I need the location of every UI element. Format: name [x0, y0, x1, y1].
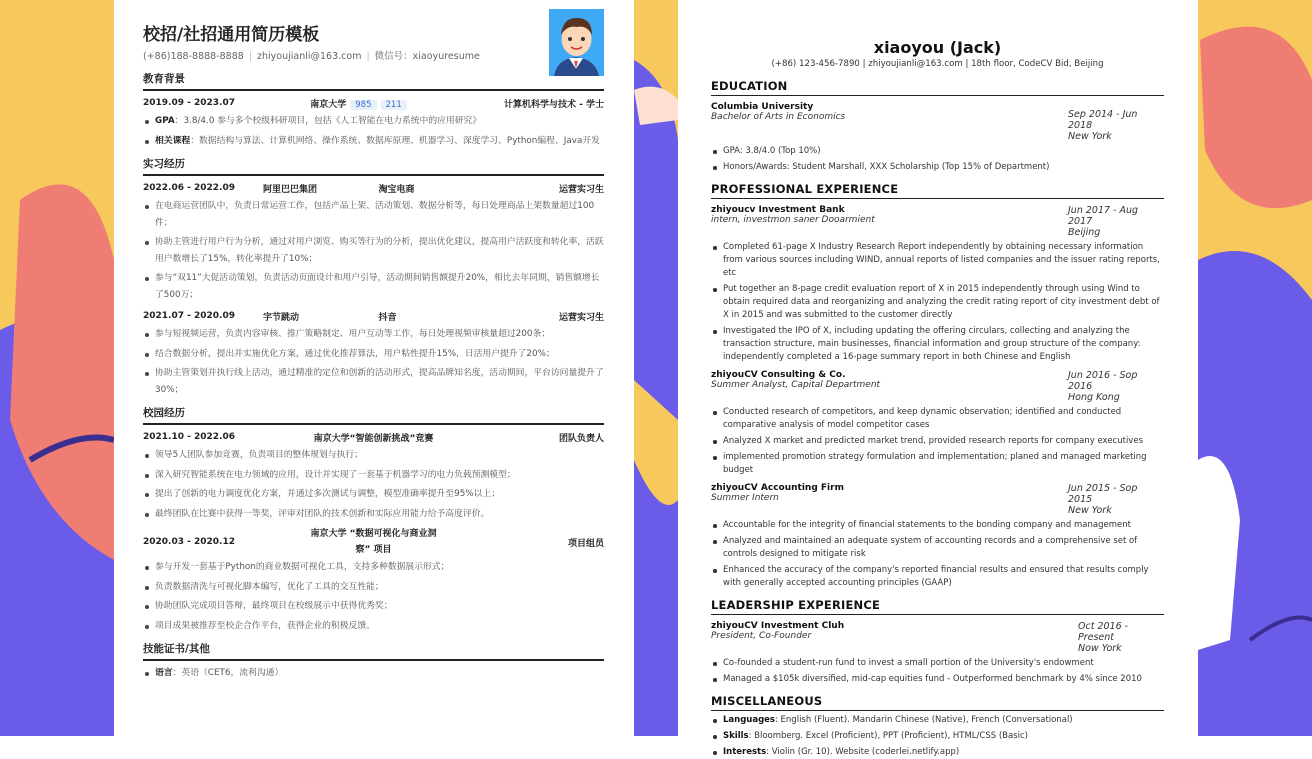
contact-line: (+86) 123-456-7890 | zhiyoujianli@163.com | 18th floor, CodeCV Bid, Beijing: [771, 59, 1104, 69]
list-item: Managed a $105k diversified, mid-cap equities fund - Outperformed benchmark by 4% since 2010: [711, 673, 1164, 686]
list-item: 最终团队在比赛中获得一等奖，评审对团队的技术创新和实际应用能力给予高度评价。: [143, 506, 604, 523]
list-item: 相关课程：数据结构与算法、计算机网络、操作系统、数据库原理、机器学习、深度学习、Python编程、Java开发: [143, 133, 604, 150]
resume-page-english: [678, 0, 1198, 757]
phone: (+86)188-8888-8888: [143, 51, 244, 62]
list-item: 参与开发一套基于Python的商业数据可视化工具，支持多种数据展示形式；: [143, 559, 604, 576]
section-education: EDUCATION: [711, 79, 1164, 96]
section-skills: 技能证书/其他: [143, 638, 604, 661]
list-item: 语言：英语（CET6，流利沟通）: [143, 665, 604, 682]
campus-list-2: [143, 559, 604, 634]
list-item: Completed 61-page X Industry Research Report independently by obtaining necessary information from various sources including WIND, annual reports of listed companies and the issuer rating reports, etc: [711, 241, 1164, 280]
entry-header: zhiyoucv Investment Bank intern, investmon saner Dooarmient Jun 2017 - Aug 2017 Beijing: [711, 205, 1139, 238]
edu-date: 2019.09 - 2023.07: [143, 98, 235, 108]
section-internship: 实习经历: [143, 153, 604, 176]
resume-name: xiaoyou (Jack): [873, 38, 1002, 57]
section-leadership: LEADERSHIP EXPERIENCE: [711, 598, 1164, 615]
campus-header: 2020.03 - 2020.12 南京大学 “数据可视化与商业洞察” 项目 项目组员: [143, 529, 604, 555]
list-item: 在电商运营团队中，负责日常运营工作，包括产品上架、活动策划、数据分析等，每日处理商品上架数量超过100件；: [143, 198, 604, 231]
entry-header: zhiyouCV Consulting & Co. Summer Analyst, Capital Department Jun 2016 - Sop 2016 Hong Kong: [711, 370, 1138, 403]
list-item: Skills: Bloomberg. Excel (Proficient), PPT (Proficient), HTML/CSS (Basic): [711, 730, 1164, 743]
list-item: 参与短视频运营，负责内容审核、推广策略制定、用户互动等工作，每日处理视频审核量超过200条；: [143, 326, 604, 343]
contact-line: (+86)188-8888-8888 | zhiyoujianli@163.com | 微信号：xiaoyuresume: [143, 51, 480, 62]
tag-985: 985: [350, 100, 376, 110]
edu-list: [711, 145, 1164, 174]
tag-211: 211: [381, 100, 407, 110]
section-experience: PROFESSIONAL EXPERIENCE: [711, 182, 1164, 199]
section-misc: MISCELLANEOUS: [711, 694, 1164, 711]
misc-list: [711, 714, 1164, 759]
list-item: Interests: Violin (Gr. 10). Website (coderlei.netlify.app): [711, 746, 1164, 759]
list-item: Analyzed X market and predicted market trend, provided research reports for company executives: [711, 435, 1164, 448]
section-education: 教育背景: [143, 68, 604, 91]
intern-header: 2021.07 - 2020.09 字节跳动 抖音 运营实习生: [143, 311, 604, 323]
intern-list-1: [143, 198, 604, 303]
skills-list: [143, 665, 604, 682]
list-item: 提出了创新的电力调度优化方案，并通过多次测试与调整，模型准确率提升至95%以上；: [143, 486, 604, 503]
section-campus: 校园经历: [143, 402, 604, 425]
experience-list-2: [711, 406, 1164, 477]
campus-list-1: [143, 447, 604, 522]
list-item: 负责数据清洗与可视化脚本编写，优化了工具的交互性能；: [143, 579, 604, 596]
experience-list-1: [711, 241, 1164, 364]
list-item: Analyzed and maintained an adequate system of accounting records and a comprehensive set of controls designed to mitigate risk: [711, 535, 1164, 561]
resume-page-chinese: [114, 0, 634, 736]
resume-body: [143, 68, 604, 685]
experience-list-3: [711, 519, 1164, 590]
list-item: 项目成果被推荐至校企合作平台，获得企业的积极反馈。: [143, 618, 604, 635]
wechat: 微信号：xiaoyuresume: [374, 51, 480, 62]
list-item: 协助团队完成项目答辩，最终项目在校级展示中获得优秀奖；: [143, 598, 604, 615]
list-item: implemented promotion strategy formulation and implementation; planed and managed marketing budget: [711, 451, 1164, 477]
list-item: Languages: English (Fluent). Mandarin Chinese (Native), French (Conversational): [711, 714, 1164, 727]
school-name: 南京大学: [310, 99, 347, 110]
entry-header: Columbia University Bachelor of Arts in Economics Sep 2014 - Jun 2018 New York: [711, 102, 1138, 142]
campus-header: 2021.10 - 2022.06 南京大学“智能创新挑战”竞赛 团队负责人: [143, 432, 604, 444]
list-item: GPA: 3.8/4.0 (Top 10%): [711, 145, 1164, 158]
email: zhiyoujianli@163.com: [257, 51, 362, 62]
list-item: Honors/Awards: Student Marshall, XXX Scholarship (Top 15% of Department): [711, 161, 1164, 174]
resume-title: 校招/社招通用简历模板: [143, 25, 320, 45]
major: 计算机科学与技术 - 学士: [503, 99, 604, 110]
list-item: Co-founded a student-run fund to invest a small portion of the University's endowment: [711, 657, 1164, 670]
list-item: Conducted research of competitors, and keep dynamic observation; identified and conducted comparative analysis of model competitor cases: [711, 406, 1164, 432]
entry-header: zhiyouCV Investment Cluh President, Co-Founder Oct 2016 - Present Now York: [711, 621, 1129, 654]
leadership-list: [711, 657, 1164, 686]
list-item: Put together an 8-page credit evaluation report of X in 2015 independently through using Wind to obtain required data and reorganizing and analyzing the credit rating report of city investment debt of X in 2015 and was submitted to the customer directly: [711, 283, 1164, 322]
list-item: 参与“双11”大促活动策划，负责活动页面设计和用户引导，活动期间销售额提升20%，相比去年同期，销售额增长了500万；: [143, 270, 604, 303]
list-item: Investigated the IPO of X, including updating the offering circulars, collecting and analyzing the transaction structure, main businesses, financial information and group structure of the company: independently completed a 16-page summary report in both Chinese and English: [711, 325, 1164, 364]
list-item: 协助主管进行用户行为分析，通过对用户浏览、购买等行为的分析，提出优化建议，提高用户活跃度和转化率，活跃用户数增长了15%，转化率提升了10%；: [143, 234, 604, 267]
entry-header: zhiyouCV Accounting Firm Summer Intern Jun 2015 - Sop 2015 New York: [711, 483, 1138, 516]
list-item: 领导5人团队参加竞赛，负责项目的整体规划与执行；: [143, 447, 604, 464]
list-item: GPA：3.8/4.0 参与多个校级科研项目，包括《人工智能在电力系统中的应用研究》: [143, 113, 604, 130]
avatar-photo: [549, 9, 604, 76]
list-item: 协助主管策划并执行线上活动，通过精准的定位和创新的活动形式，提高品牌知名度，活动期间，平台访问量提升了30%；: [143, 365, 604, 398]
list-item: Accountable for the integrity of financial statements to the bonding company and management: [711, 519, 1164, 532]
list-item: Enhanced the accuracy of the company's reported financial results and ensured that results comply with generally accepted accounting principles (GAAP): [711, 564, 1164, 590]
education-header: [143, 93, 604, 113]
list-item: 深入研究智能系统在电力领域的应用，设计并实现了一套基于机器学习的电力负载预测模型；: [143, 467, 604, 484]
intern-list-2: [143, 326, 604, 398]
edu-list: [143, 113, 604, 149]
list-item: 结合数据分析，提出并实施优化方案，通过优化推荐算法，用户粘性提升15%，日活用户提升了20%；: [143, 346, 604, 363]
intern-header: 2022.06 - 2022.09 阿里巴巴集团 淘宝电商 运营实习生: [143, 183, 604, 195]
